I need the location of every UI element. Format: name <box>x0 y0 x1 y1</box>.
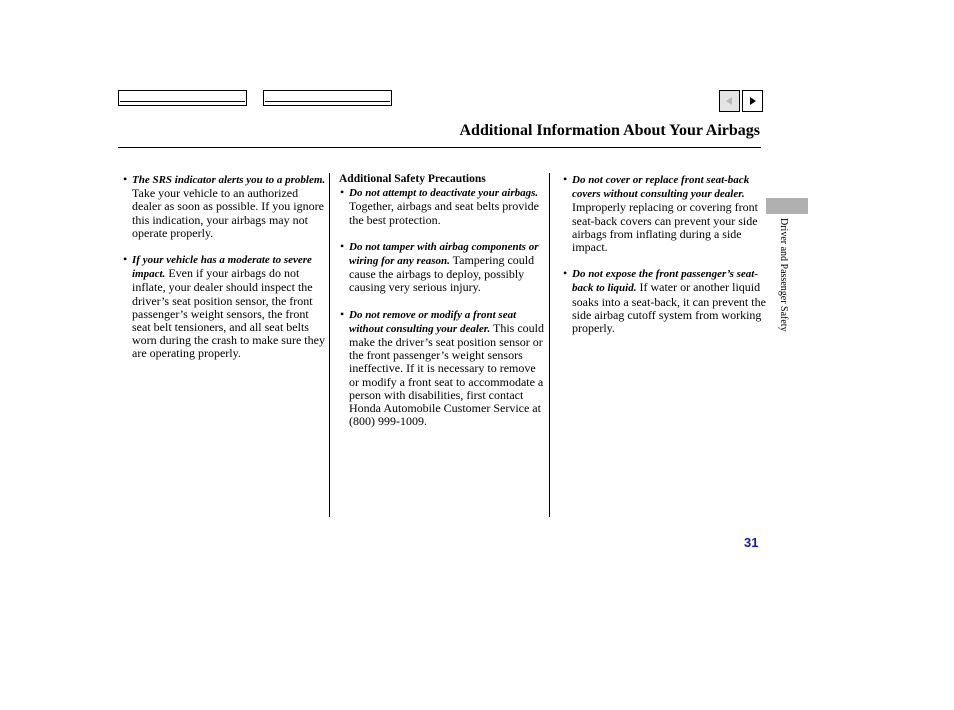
index-button-bevel <box>265 92 390 102</box>
item-lead: Do not attempt to deactivate your airbags. <box>349 187 539 200</box>
bullet-dot: • <box>340 185 345 200</box>
bullet-dot: • <box>563 266 568 281</box>
bullet-dot: • <box>563 172 568 186</box>
previous-page-button[interactable] <box>719 90 740 112</box>
item-body: Together, airbags and seat belts provide the best protection. <box>349 199 539 227</box>
bullet-dot: • <box>123 252 128 267</box>
item-body: Improperly replacing or covering front seat-back covers can prevent your side airbags from inflating during a side impact. <box>572 200 758 255</box>
title-rule <box>118 147 761 148</box>
section-heading: Additional Safety Precautions <box>339 173 486 185</box>
item-body: Tampering could cause the airbags to deploy, possibly causing very serious injury. <box>349 253 535 295</box>
bullet-item <box>122 253 327 361</box>
item-lead: If your vehicle has a moderate to severe impact. <box>132 254 312 281</box>
contents-button-bevel <box>120 92 245 102</box>
page-title: Additional Information About Your Airbags <box>459 122 760 139</box>
item-body: Even if your airbags do not inflate, your dealer should inspect the driver’s seat position sensor, the front passenger’s weight sensors, the front seat belt tensioners, and all seat belts worn during the crash to make sure they are operating properly. <box>132 266 325 361</box>
item-lead: Do not cover or replace front seat-back covers without consulting your dealer. <box>572 174 750 201</box>
bullet-item <box>339 308 544 429</box>
section-tab[interactable] <box>766 198 808 214</box>
triangle-left-icon <box>720 91 739 111</box>
text-column-1 <box>122 173 327 374</box>
item-lead: The SRS indicator alerts you to a problem. <box>132 174 326 186</box>
next-page-button[interactable] <box>742 90 763 112</box>
column-divider <box>549 173 550 517</box>
section-tab-label: Driver and Passenger Safety <box>778 218 789 332</box>
triangle-right-icon <box>743 91 762 111</box>
item-body: Take your vehicle to an authorized dealer as soon as possible. If you ignore this indication, your airbags may not operate properly. <box>132 186 324 240</box>
item-body: This could make the driver’s seat position sensor or the front passenger’s weight sensors ineffective. If it is necessary to remove or modify a front seat to accommodate a person with disabilities, first contact Honda Automobile Customer Service at (800) 999-1009. <box>349 320 544 429</box>
bullet-item <box>122 173 327 240</box>
item-lead: Do not remove or modify a front seat without consulting your dealer. <box>349 308 517 335</box>
index-button[interactable] <box>263 90 392 106</box>
item-lead: Do not tamper with airbag components or wiring for any reason. <box>349 240 539 268</box>
column-divider <box>329 173 330 517</box>
bullet-item <box>339 240 544 295</box>
item-lead: Do not expose the front passenger’s seat-back to liquid. <box>572 268 758 295</box>
text-column-3 <box>562 173 774 348</box>
bullet-item <box>562 267 774 335</box>
contents-button[interactable] <box>118 90 247 106</box>
item-body: If water or another liquid soaks into a seat-back, it can prevent the side airbag cutoff system from working properly. <box>572 280 766 336</box>
bullet-item <box>562 173 774 254</box>
bullet-item <box>339 186 544 227</box>
text-column-2 <box>339 173 544 441</box>
page-number: 31 <box>744 535 759 550</box>
bullet-dot: • <box>123 172 128 186</box>
bullet-dot: • <box>340 306 345 321</box>
bullet-dot: • <box>340 238 345 253</box>
